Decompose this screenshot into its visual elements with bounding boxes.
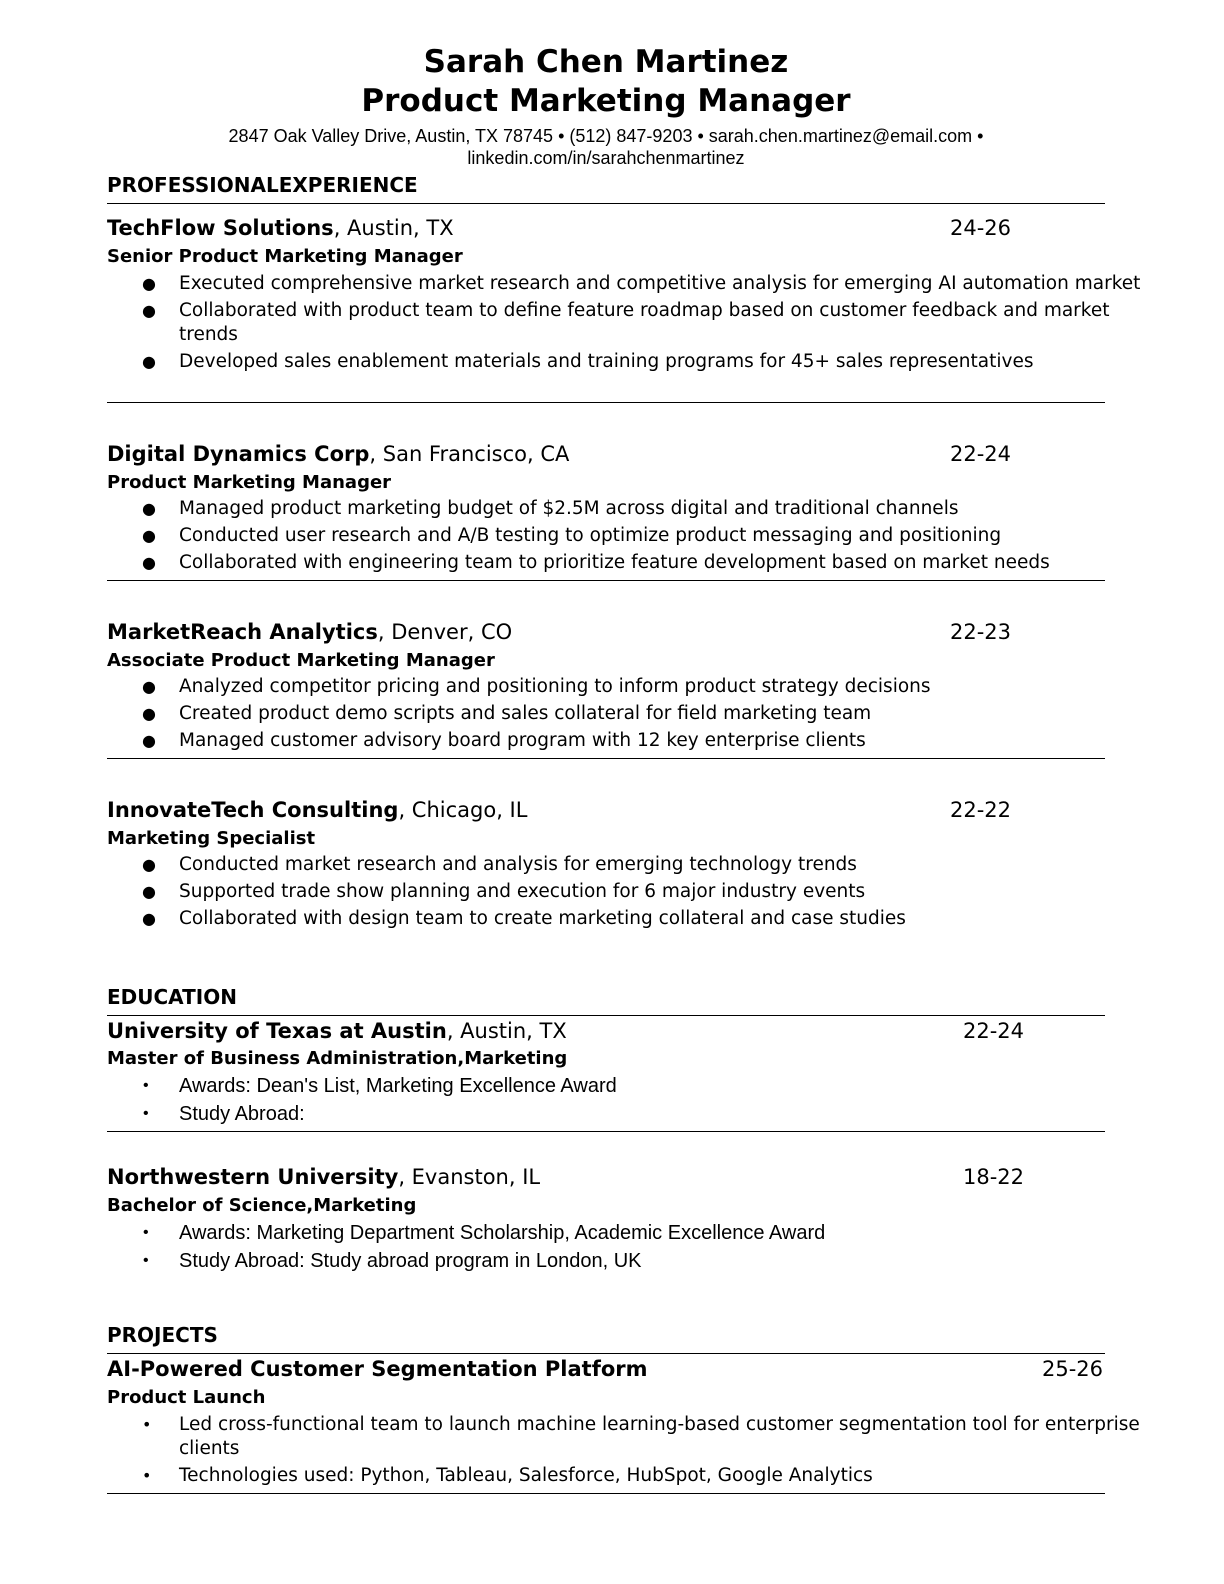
company-location: , Denver, CO xyxy=(377,620,513,644)
school-name: Northwestern University xyxy=(107,1165,399,1189)
job-header xyxy=(107,441,569,467)
job-divider xyxy=(107,580,1105,581)
job-role: Associate Product Marketing Manager xyxy=(107,650,495,671)
bullet-icon: ● xyxy=(142,909,156,928)
education-rule xyxy=(107,1015,1105,1016)
company-location: , Austin, TX xyxy=(333,216,454,240)
job-dates: 24-26 xyxy=(950,216,1012,240)
project-bullets xyxy=(107,1413,1147,1491)
company-name: Digital Dynamics Corp xyxy=(107,442,370,466)
job-bullets xyxy=(107,853,1147,934)
school-location: , Austin, TX xyxy=(446,1019,567,1043)
candidate-title: Product Marketing Manager xyxy=(361,83,851,119)
school-location: , Evanston, IL xyxy=(398,1165,541,1189)
contact-line-2: linkedin.com/in/sarahchenmartinez xyxy=(467,148,745,168)
list-item: ● Managed customer advisory board program with 12 key enterprise clients xyxy=(142,730,866,751)
school-name: University of Texas at Austin xyxy=(107,1019,447,1043)
list-item: • Technologies used: Python, Tableau, Salesforce, HubSpot, Google Analytics xyxy=(142,1465,873,1486)
job-header xyxy=(107,619,512,645)
list-item: ● Created product demo scripts and sales collateral for field marketing team xyxy=(142,703,872,724)
bullet-icon: ● xyxy=(142,301,156,320)
company-name: MarketReach Analytics xyxy=(107,620,378,644)
school-bullets xyxy=(107,1074,1147,1130)
list-item: • Awards: Dean's List, Marketing Excellence Award xyxy=(143,1075,617,1097)
job-dates: 22-22 xyxy=(950,798,1012,822)
school-header xyxy=(107,1018,567,1044)
bullet-icon: ● xyxy=(142,882,156,901)
list-item: ● Conducted user research and A/B testing to optimize product messaging and positioning xyxy=(142,525,1002,546)
list-item: ● Conducted market research and analysis for emerging technology trends xyxy=(142,854,857,875)
experience-rule xyxy=(107,203,1105,204)
bullet-icon: • xyxy=(143,1077,149,1094)
company-name: TechFlow Solutions xyxy=(107,216,334,240)
list-item: • Awards: Marketing Department Scholarship, Academic Excellence Award xyxy=(143,1222,826,1244)
degree: Bachelor of Science,Marketing xyxy=(107,1195,417,1216)
project-header xyxy=(107,1356,648,1382)
bullet-icon: ● xyxy=(142,731,156,750)
candidate-name: Sarah Chen Martinez xyxy=(423,44,789,80)
bullet-icon: • xyxy=(142,1466,152,1485)
company-name: InnovateTech Consulting xyxy=(107,798,399,822)
list-item: ● Developed sales enablement materials and training programs for 45+ sales representatives xyxy=(142,351,1034,372)
degree: Master of Business Administration,Marketing xyxy=(107,1048,568,1069)
project-dates: 25-26 xyxy=(1042,1357,1104,1381)
job-role: Product Marketing Manager xyxy=(107,472,392,493)
company-location: , Chicago, IL xyxy=(398,798,528,822)
school-divider xyxy=(107,1131,1105,1132)
projects-rule xyxy=(107,1353,1105,1354)
project-name: AI-Powered Customer Segmentation Platform xyxy=(107,1357,648,1381)
job-divider xyxy=(107,758,1105,759)
job-header xyxy=(107,215,454,241)
list-item: ● Collaborated with product team to define feature roadmap based on customer feedback and market trends xyxy=(142,300,1110,345)
job-divider xyxy=(107,402,1105,403)
bullet-icon: ● xyxy=(142,526,156,545)
bullet-icon: • xyxy=(143,1224,149,1241)
projects-heading: PROJECTS xyxy=(107,1323,218,1347)
bullet-icon: ● xyxy=(142,499,156,518)
job-dates: 22-23 xyxy=(950,620,1012,644)
bullet-icon: • xyxy=(142,1415,152,1434)
bullet-icon: ● xyxy=(142,274,156,293)
list-item: • Led cross-functional team to launch machine learning-based customer segmentation tool for enterprise clients xyxy=(142,1414,1140,1459)
contact-info xyxy=(0,125,1212,169)
list-item: ● Collaborated with design team to create marketing collateral and case studies xyxy=(142,908,906,929)
education-heading: EDUCATION xyxy=(107,985,237,1009)
experience-heading: PROFESSIONALEXPERIENCE xyxy=(107,173,418,197)
job-header xyxy=(107,797,527,823)
bullet-icon: • xyxy=(143,1252,149,1269)
bullet-icon: ● xyxy=(142,855,156,874)
contact-line-1: 2847 Oak Valley Drive, Austin, TX 78745 • (512) 847-9203 • sarah.chen.martinez@email.com • xyxy=(228,126,984,146)
school-dates: 18-22 xyxy=(963,1165,1025,1189)
job-bullets xyxy=(107,675,1147,756)
company-location: , San Francisco, CA xyxy=(369,442,570,466)
bullet-icon: ● xyxy=(142,677,156,696)
job-role: Senior Product Marketing Manager xyxy=(107,246,463,267)
job-role: Marketing Specialist xyxy=(107,828,316,849)
list-item: • Study Abroad: Study abroad program in London, UK xyxy=(143,1250,642,1272)
job-bullets xyxy=(107,497,1147,578)
job-bullets xyxy=(107,272,1147,377)
bullet-icon: • xyxy=(143,1105,149,1122)
list-item: ● Analyzed competitor pricing and positioning to inform product strategy decisions xyxy=(142,676,931,697)
bullet-icon: ● xyxy=(142,704,156,723)
project-type: Product Launch xyxy=(107,1387,266,1408)
list-item: ● Executed comprehensive market research and competitive analysis for emerging AI automation market xyxy=(142,273,1141,294)
list-item: ● Managed product marketing budget of $2.5M across digital and traditional channels xyxy=(142,498,959,519)
bullet-icon: ● xyxy=(142,352,156,371)
list-item: ● Supported trade show planning and execution for 6 major industry events xyxy=(142,881,866,902)
school-bullets xyxy=(107,1221,1147,1277)
job-dates: 22-24 xyxy=(950,442,1012,466)
list-item: ● Collaborated with engineering team to prioritize feature development based on market needs xyxy=(142,552,1050,573)
bullet-icon: ● xyxy=(142,553,156,572)
school-dates: 22-24 xyxy=(963,1019,1025,1043)
school-header xyxy=(107,1164,540,1190)
projects-divider xyxy=(107,1493,1105,1494)
list-item: • Study Abroad: xyxy=(143,1103,305,1125)
